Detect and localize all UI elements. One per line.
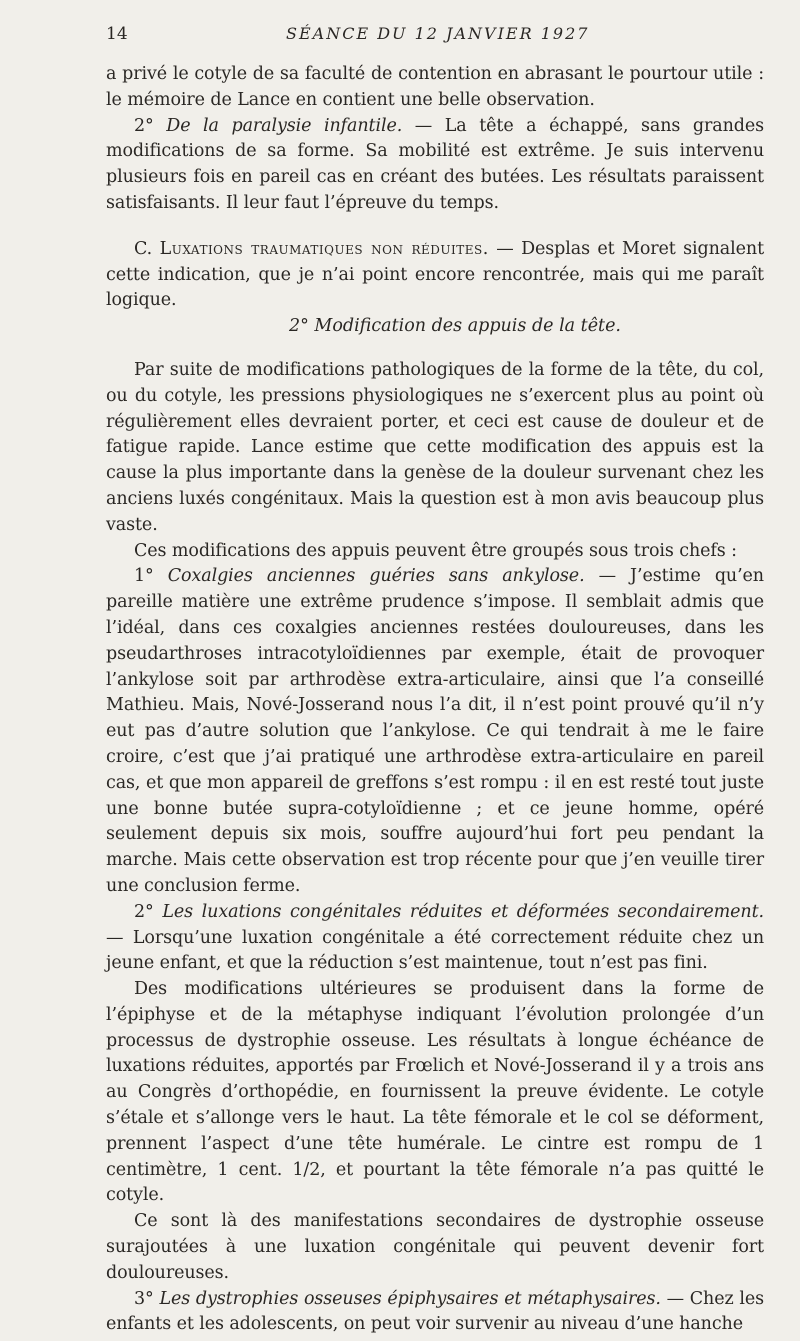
- section-title: Luxations traumatiques non réduites.: [159, 238, 489, 259]
- section-title: Coxalgies anciennes guéries sans ankylose.: [167, 566, 585, 587]
- page-number: 14: [106, 24, 128, 44]
- paragraph: Par suite de modifications pathologiques de la forme de la tête, du col, ou du cotyle, les pressions physiologiques ne s’exercent plus au point où régulièrement elles devraient porter, et ceci est cause de douleur et de fatigue rapide. Lance estime que cette modification des appuis est la cause la plus importante dans la genèse de la douleur survenant chez les anciens luxés congénitaux. Mais la question est à mon avis beaucoup plus vaste.: [106, 359, 764, 535]
- paragraph: Ces modifications des appuis peuvent être groupés sous trois chefs :: [134, 540, 737, 561]
- paragraph-coxalgies: 1° Coxalgies anciennes guéries sans ankylose. — J’estime qu’en pareille matière une extrême prudence s’impose. Il semblait admis que l’idéal, dans ces coxalgies anciennes restées douloureuses, dans les pseudarthroses intracotyloïdiennes par exemple, était de provoquer l’ankylose soit par arthrodèse extra-articulaire, ainsi que l’a conseillé Mathieu. Mais, Nové-Josserand nous l’a dit, il n’est point prouvé qu’il n’y eut pas d’autre solution que l’ankylose. Ce qui tendrait à me le faire croire, c’est que j’ai pratiqué une arthrodèse extra-articulaire en pareil cas, et que mon appareil de greffons s’est rompu : il en est resté tout juste une bonne butée supra-cotyloïdienne ; et ce jeune homme, opéré seulement depuis six mois, souffre aujourd’hui fort peu pendant la marche. Mais cette observation est trop récente pour que j’en veuille tirer une conclusion ferme.: [106, 566, 764, 896]
- paragraph: Ce sont là des manifestations secondaires de dystrophie osseuse surajoutées à une luxation congénitale qui peuvent devenir fort douloureuses.: [106, 1211, 764, 1283]
- section-subheading: 2° Modification des appuis de la tête.: [288, 316, 621, 337]
- section-title: De la paralysie infantile.: [166, 115, 403, 136]
- paragraph: Des modifications ultérieures se produisent dans la forme de l’épiphyse et de la métaphyse indiquant l’évolution prolongée d’un processus de dystrophie osseuse. Les résultats à longue échéance de luxations réduites, apportés par Frœlich et Nové-Josserand il y a trois ans au Congrès d’orthopédie, en fournissent la preuve évidente. Le cotyle s’étale et s’allonge vers le haut. La tête fémorale et le col se déforment, prennent l’aspect d’une tête humérale. Le cintre est rompu de 1 centimètre, 1 cent. 1/2, et pourtant la tête fémorale n’a pas quitté le cotyle.: [106, 979, 764, 1206]
- section-title: Les luxations congénitales réduites et déformées secondairement.: [162, 901, 764, 922]
- body-text: [106, 62, 764, 1338]
- paragraph-luxations-congenitales: 2° Les luxations congénitales réduites et déformées secondairement. — Lorsqu’une luxation congénitale a été correctement réduite chez un jeune enfant, et que la réduction s’est maintenue, tout n’est pas fini.: [106, 901, 764, 974]
- paragraph-luxations-traumatiques: C. Luxations traumatiques non réduites. — Desplas et Moret signalent cette indication, que je n’ai point encore rencontrée, mais qui me paraît logique.: [106, 238, 765, 311]
- paragraph-paralysie-infantile: 2° De la paralysie infantile. — La tête a échappé, sans grandes modifications de sa forme. Sa mobilité est extrême. Je suis intervenu plusieurs fois en pareil cas en créant des butées. Les résultats paraissent satisfaisants. Il leur faut l’épreuve du temps.: [106, 115, 765, 213]
- running-title: SÉANCE DU 12 JANVIER 1927: [286, 24, 590, 43]
- paragraph-dystrophies: 3° Les dystrophies osseuses épiphysaires et métaphysaires. — Chez les enfants et les adolescents, on peut voir survenir au niveau d’une hanche: [106, 1288, 764, 1335]
- section-title: Les dystrophies osseuses épiphysaires et métaphysaires.: [159, 1288, 661, 1309]
- paragraph: a privé le cotyle de sa faculté de contention en abrasant le pourtour utile : le mémoire de Lance en contient une belle observation.: [106, 64, 764, 110]
- page-header: [106, 24, 760, 52]
